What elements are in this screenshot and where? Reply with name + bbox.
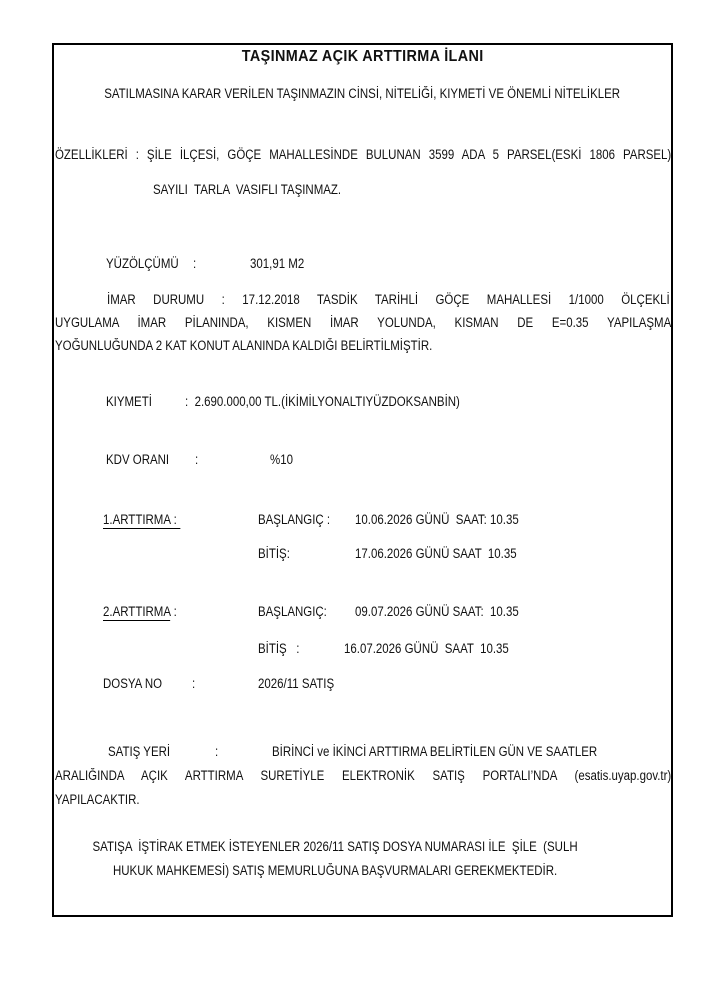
second-auction-label-group [103, 604, 177, 619]
area-value: 301,91 M2 [250, 256, 305, 271]
first-auction-start-label: BAŞLANGIÇ : [258, 512, 331, 527]
announcement-sheet [52, 43, 673, 917]
vat-label: KDV ORANI [106, 452, 170, 467]
area-label: YÜZÖLÇÜMÜ [106, 256, 179, 271]
first-auction-end-label: BİTİŞ: [258, 546, 290, 561]
second-auction-label-colon: : [170, 604, 177, 619]
second-auction-start-value: 09.07.2026 GÜNÜ SAAT: 10.35 [355, 604, 519, 619]
document-title: TAŞINMAZ AÇIK ARTTIRMA İLANI [241, 48, 484, 65]
first-auction-end-value: 17.06.2026 GÜNÜ SAAT 10.35 [355, 546, 517, 561]
area-colon: : [193, 256, 197, 271]
participation-note-line-1: SATIŞA İŞTİRAK ETMEK İSTEYENLER 2026/11 SATIŞ DOSYA NUMARASI İLE ŞİLE (SULH [92, 839, 578, 854]
vat-value: %10 [270, 452, 293, 467]
zoning-status-line-1: İMAR DURUMU : 17.12.2018 TASDİK TARİHLİ GÖÇE MAHALLESİ 1/1000 ÖLÇEKLİ [107, 292, 670, 307]
zoning-status-line-3: YOĞUNLUĞUNDA 2 KAT KONUT ALANINDA KALDIĞI BELİRTİLMİŞTİR. [55, 338, 433, 353]
first-auction-label: 1.ARTTIRMA : [103, 512, 180, 527]
sale-venue-label: SATIŞ YERİ [108, 744, 171, 759]
document-subtitle: SATILMASINA KARAR VERİLEN TAŞINMAZIN CİNSİ, NİTELİĞİ, KIYMETİ VE ÖNEMLİ NİTELİKLER [104, 86, 621, 101]
second-auction-label: 2.ARTTIRMA [103, 604, 171, 619]
sale-venue-colon: : [215, 744, 219, 759]
file-number-label: DOSYA NO [103, 676, 163, 691]
file-number-value: 2026/11 SATIŞ [258, 676, 335, 691]
participation-note-line-2: HUKUK MAHKEMESİ) SATIŞ MEMURLUĞUNA BAŞVURMALARI GEREKMEKTEDİR. [112, 863, 558, 878]
property-features-line-2: SAYILI TARLA VASIFLI TAŞINMAZ. [153, 182, 342, 197]
second-auction-end-label: BİTİŞ : [258, 641, 300, 656]
second-auction-end-value: 16.07.2026 GÜNÜ SAAT 10.35 [344, 641, 509, 656]
appraisal-value: : 2.690.000,00 TL.(İKİMİLYONALTIYÜZDOKSANBİN) [185, 394, 460, 409]
sale-venue-line-2: ARALIĞINDA AÇIK ARTTIRMA SURETİYLE ELEKTRONİK SATIŞ PORTALI’NDA (esatis.uyap.gov.tr) [55, 768, 672, 783]
sale-venue-line-1: BİRİNCİ ve İKİNCİ ARTTIRMA BELİRTİLEN GÜN VE SAATLER [272, 744, 598, 759]
first-auction-start-value: 10.06.2026 GÜNÜ SAAT: 10.35 [355, 512, 519, 527]
vat-colon: : [195, 452, 199, 467]
second-auction-start-label: BAŞLANGIÇ: [258, 604, 327, 619]
appraisal-label: KIYMETİ [106, 394, 152, 409]
zoning-status-line-2: UYGULAMA İMAR PİLANINDA, KISMEN İMAR YOLUNDA, KISMAN DE E=0.35 YAPILAŞMA [55, 315, 672, 330]
property-features-line-1: ÖZELLİKLERİ : ŞİLE İLÇESİ, GÖÇE MAHALLESİNDE BULUNAN 3599 ADA 5 PARSEL(ESKİ 1806 PARSEL) [55, 147, 672, 162]
sale-venue-line-3: YAPILACAKTIR. [55, 792, 140, 807]
file-number-colon: : [192, 676, 196, 691]
